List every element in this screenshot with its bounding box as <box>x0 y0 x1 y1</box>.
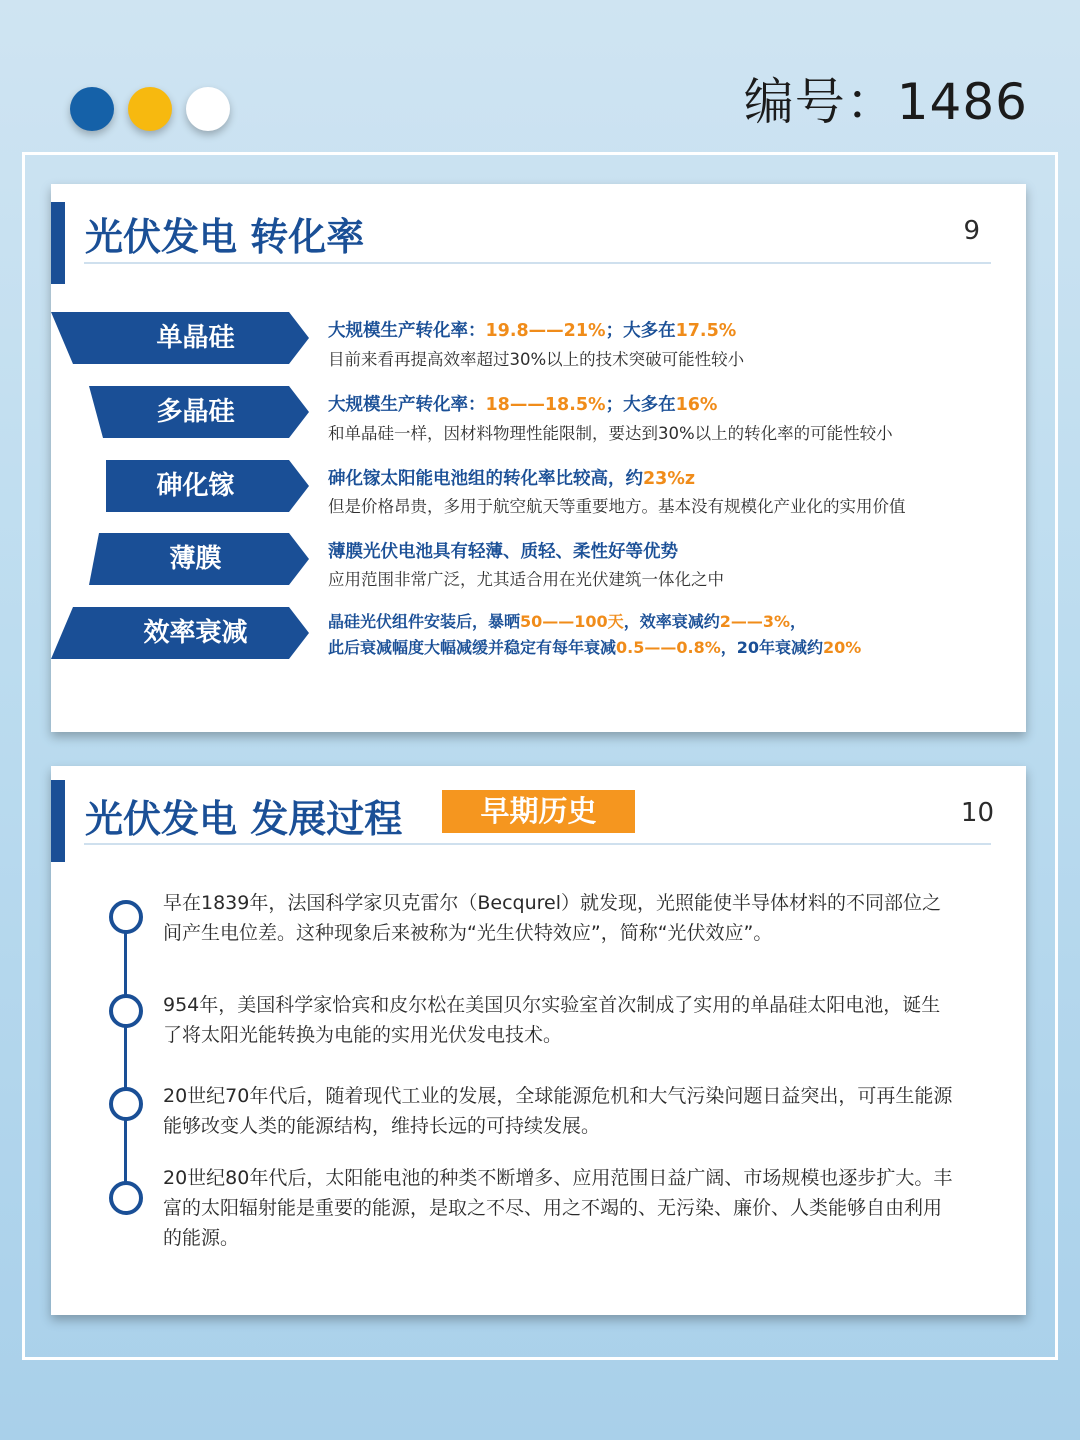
highlight-value: 16% <box>675 395 718 415</box>
timeline-circle-icon <box>109 1181 143 1215</box>
row-headline <box>328 465 695 490</box>
highlight-value: 19.8——21% <box>485 321 606 341</box>
timeline-entry: 20世纪80年代后，太阳能电池的种类不断增多、应用范围日益广阔、市场规模也逐步扩大。丰富的太阳辐射能是重要的能源，是取之不尽、用之不竭的、无污染、廉价、人类能够自由利用的能源。 <box>163 1167 953 1249</box>
development-history-card <box>51 766 1026 1315</box>
card-title: 光伏发电 转化率 <box>85 215 365 259</box>
highlight-value: 0.5——0.8% <box>616 638 721 657</box>
timeline-entry: 954年，美国科学家恰宾和皮尔松在美国贝尔实验室首次制成了实用的单晶硅太阳电池，诞生了将太阳光能转换为电能的实用光伏发电技术。 <box>163 994 941 1046</box>
highlight-value: 23%z <box>643 469 696 489</box>
yellow-dot-icon <box>128 87 172 131</box>
row-description: 和单晶硅一样，因材料物理性能限制，要达到30%以上的转化率的可能性较小 <box>328 424 893 443</box>
text-segment: 晶硅光伏组件安装后，暴晒 <box>328 612 521 631</box>
row-headline <box>328 609 806 632</box>
row-headline <box>328 538 678 563</box>
row-label: 多晶硅 <box>156 397 235 427</box>
row-headline <box>328 391 717 416</box>
row-label: 砷化镓 <box>156 471 235 501</box>
text-segment: 薄膜光伏电池具有轻薄、质轻、柔性好等优势 <box>328 542 678 562</box>
highlight-value: 17.5% <box>675 321 737 341</box>
text-segment: ，20年衰减约 <box>720 638 824 657</box>
text-segment: ；大多在 <box>605 321 676 341</box>
row-label: 效率衰减 <box>143 618 248 648</box>
timeline-line <box>124 915 127 1200</box>
timeline-entry: 早在1839年，法国科学家贝克雷尔（Becqurel）就发现，光照能使半导体材料的不同部位之间产生电位差。这种现象后来被称为“光生伏特效应”，简称“光伏效应”。 <box>163 892 941 944</box>
serial-number: 编号：1486 <box>743 73 1028 131</box>
timeline-circle-icon <box>109 1087 143 1121</box>
timeline-circle-icon <box>109 994 143 1028</box>
title-accent-bar <box>51 780 65 862</box>
text-segment: 大规模生产转化率： <box>328 395 486 415</box>
highlight-value: 20% <box>823 638 862 657</box>
row-headline-continued <box>328 635 861 658</box>
card-title: 光伏发电 发展过程 <box>85 797 403 841</box>
white-dot-icon <box>186 87 230 131</box>
row-description: 应用范围非常广泛，尤其适合用在光伏建筑一体化之中 <box>328 570 724 589</box>
page-number: 10 <box>960 798 994 828</box>
blue-dot-icon <box>70 87 114 131</box>
highlight-value: 2——3% <box>719 612 790 631</box>
text-segment: ；大多在 <box>605 395 676 415</box>
row-label: 单晶硅 <box>156 323 235 353</box>
text-segment: 此后衰减幅度大幅减缓并稳定有每年衰减 <box>328 638 617 657</box>
text-segment: ，效率衰减约 <box>623 612 720 631</box>
timeline-circle-icon <box>109 900 143 934</box>
text-segment: ， <box>790 612 807 631</box>
row-label: 薄膜 <box>169 544 222 574</box>
text-segment: 大规模生产转化率： <box>328 321 486 341</box>
page-number: 9 <box>963 216 980 246</box>
row-description: 目前来看再提高效率超过30%以上的技术突破可能性较小 <box>328 350 745 369</box>
row-description: 但是价格昂贵，多用于航空航天等重要地方。基本没有规模化产业化的实用价值 <box>328 497 906 516</box>
title-accent-bar <box>51 202 65 284</box>
early-history-badge: 早期历史 <box>442 790 635 833</box>
highlight-value: 50——100天 <box>520 612 624 631</box>
row-headline <box>328 317 736 342</box>
title-divider <box>84 262 991 264</box>
text-segment: 砷化镓太阳能电池组的转化率比较高，约 <box>328 469 643 489</box>
timeline-entry: 20世纪70年代后，随着现代工业的发展，全球能源危机和大气污染问题日益突出，可再生能源能够改变人类的能源结构，维持长远的可持续发展。 <box>163 1085 953 1137</box>
conversion-rate-card <box>51 184 1026 732</box>
title-divider <box>84 843 991 845</box>
highlight-value: 18——18.5% <box>485 395 606 415</box>
